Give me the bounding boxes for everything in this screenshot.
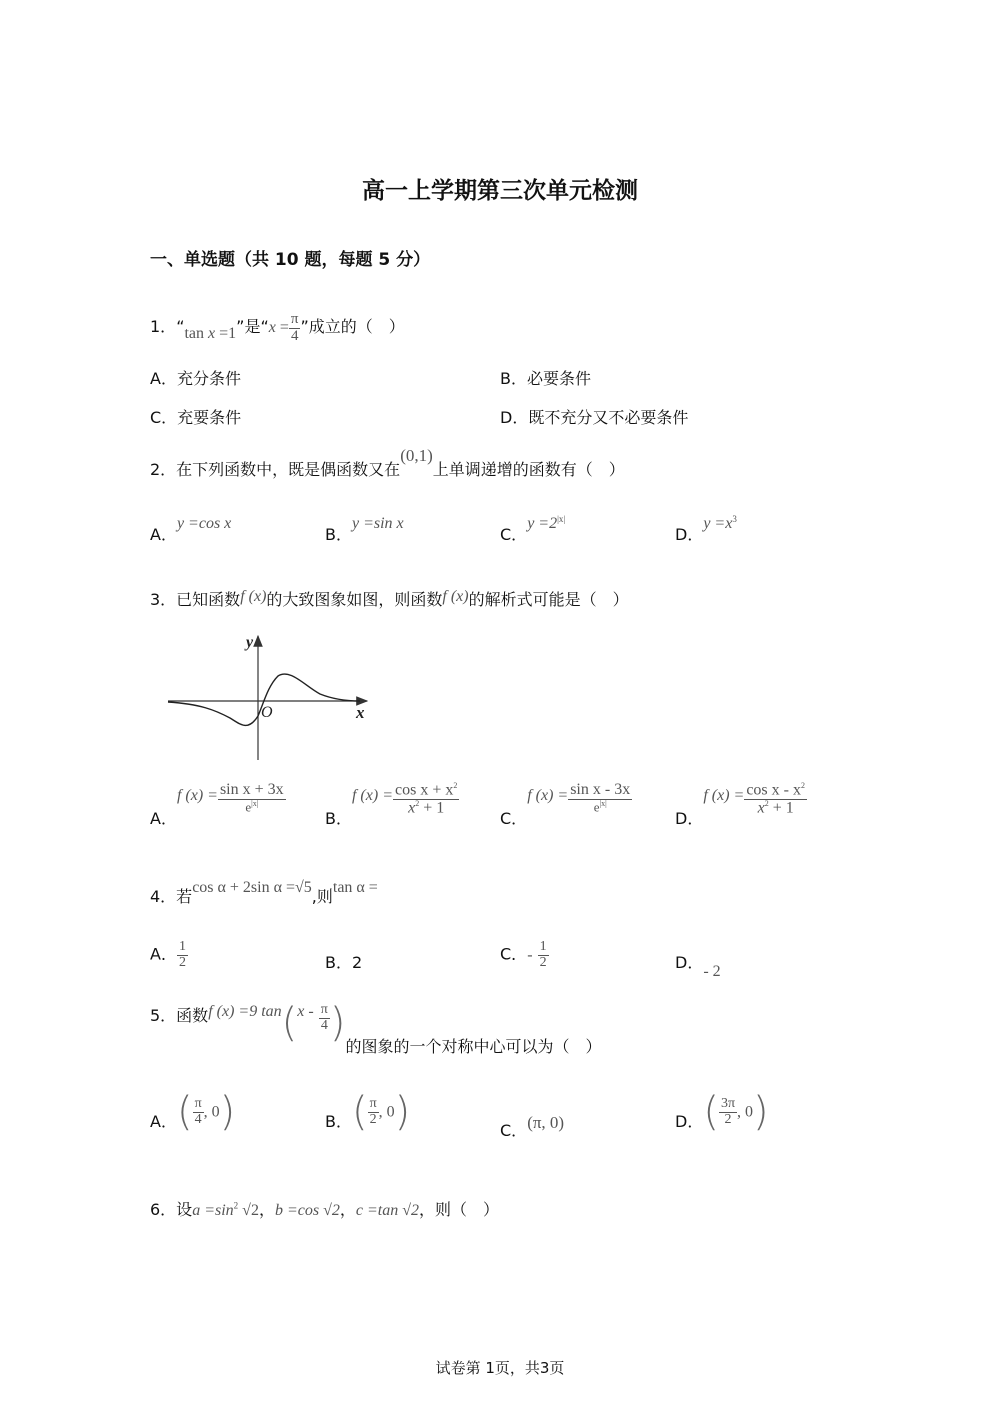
q3-d-num-sup: 2 (800, 781, 805, 790)
question-1 (150, 312, 405, 345)
question-5: 5．函数f (x) =9 tan(x - $\frac{\pi}{4}$ )的图象的一个对称中心可以为（ ） (150, 1000, 602, 1056)
q5-expr-f: f (x) =9 tan (208, 1003, 282, 1020)
q5-expr-x: x - (297, 1003, 314, 1020)
function-graph (160, 628, 375, 768)
q1-pi: π (290, 311, 299, 327)
q4-d-expr: - 2 (703, 963, 721, 980)
q2-d-label: D． (675, 525, 704, 544)
q3-a-den-sup: |x| (251, 798, 259, 808)
q5-d-num: 3π (720, 1095, 736, 1111)
q3-b-den: x (408, 799, 416, 817)
q5-pi: π (320, 1002, 328, 1017)
q5-d-tail: , 0 (737, 1103, 754, 1121)
q6-a-sup: 2 (233, 1200, 239, 1211)
q3-text: 3．已知函数 (150, 590, 241, 609)
q3-mid: 的大致图象如图，则函数 (266, 590, 443, 609)
q5-b-den: 2 (369, 1111, 377, 1127)
q3-tail: 的解析式可能是（ ） (468, 590, 629, 609)
q3-option-d (675, 781, 807, 828)
q3-b-label: B． (325, 809, 352, 828)
q3-c-f: f (x) = (527, 787, 569, 804)
q5-option-b: B．( $\frac{\pi}{2}$ , 0) (325, 1089, 411, 1135)
q4-c-label: C． (500, 944, 528, 964)
question-2 (150, 446, 625, 480)
q4-a-num: 1 (178, 939, 186, 954)
q2-option-c (500, 513, 566, 545)
q5-a-label: A． (150, 1111, 177, 1131)
q3-d-f: f (x) = (703, 787, 745, 804)
q6-text: 6．设 (150, 1200, 193, 1219)
q1-four: 4 (290, 327, 299, 344)
q1-option-c: C．充要条件 (150, 408, 242, 427)
q3-a-num: sin x + 3x (219, 781, 284, 798)
q5-b-label: B． (325, 1111, 352, 1131)
q2-interval: (0,1) (400, 446, 433, 465)
q3-d-den-sup: 2 (764, 799, 769, 809)
q4-option-b: B．2 (325, 953, 363, 972)
q5-a-den: 4 (194, 1111, 202, 1127)
q1-eq1: =1 (215, 324, 237, 342)
q3-f: f (x) (240, 588, 267, 605)
q1-end: ”成立的（ ） (300, 316, 405, 336)
q1-x2: x (268, 318, 276, 336)
q3-c-den: e (593, 799, 600, 815)
q2-a-label: A． (150, 525, 177, 544)
q5-text: 5．函数 (150, 1006, 209, 1025)
graph-origin-label: O (261, 704, 273, 721)
q5-option-c (500, 1110, 565, 1140)
q3-d-den: x (757, 799, 765, 817)
q4-text: 4．若 (150, 887, 193, 906)
q6-sep2: ， (339, 1200, 356, 1219)
q3-d-num: cos x - x (746, 781, 801, 799)
q1-option-d: D．既不充分又不必要条件 (500, 408, 689, 427)
q2-option-d (675, 513, 737, 545)
q4-c-num: 1 (539, 939, 547, 954)
q3-option-a (150, 781, 286, 828)
page-footer: 试卷第 1页，共3页 (435, 1359, 565, 1377)
q4-a-label: A． (150, 944, 177, 964)
q3-a-f: f (x) = (176, 787, 218, 804)
q3-f2: f (x) (442, 588, 469, 605)
q2-option-b (325, 515, 404, 545)
q4-option-c (500, 940, 549, 970)
q3-b-f: f (x) = (351, 787, 393, 804)
q5-b-tail: , 0 (378, 1103, 395, 1121)
q6-b: b =cos √2 (274, 1202, 340, 1219)
q4-expr2: tan α = (332, 879, 378, 896)
q3-d-den-tail: + 1 (768, 799, 794, 817)
q5-c-label: C． (500, 1121, 528, 1140)
q5-four: 4 (320, 1017, 328, 1033)
q3-b-den-sup: 2 (415, 799, 420, 809)
q2-b-expr: y =sin x (351, 515, 404, 532)
q5-d-den: 2 (724, 1111, 732, 1127)
q2-a-expr: y =cos x (176, 515, 232, 532)
q5-c-expr: (π, 0) (527, 1113, 565, 1132)
q1-eq: = (275, 318, 289, 336)
q4-d-label: D． (675, 953, 704, 972)
q5-a-num: π (194, 1095, 202, 1111)
q5-tail: 的图象的一个对称中心可以为（ ） (345, 1037, 602, 1056)
q5-a-tail: , 0 (203, 1103, 220, 1121)
q2-option-a (150, 515, 232, 545)
q3-option-c (500, 781, 632, 828)
q2-d-sup: 3 (732, 513, 737, 524)
q4-option-d (675, 950, 721, 980)
page-title: 高一上学期第三次单元检测 (362, 178, 638, 204)
q2-c-sup: |x| (557, 513, 566, 524)
q3-option-b (325, 781, 459, 828)
q3-b-num-sup: 2 (453, 781, 458, 790)
question-3 (150, 587, 629, 610)
q4-expr: cos α + 2sin α =√5 (192, 879, 312, 896)
graph-y-label: y (246, 634, 254, 651)
q4-option-a (150, 940, 188, 970)
q5-d-label: D． (675, 1111, 704, 1131)
q2-b-label: B． (325, 525, 352, 544)
q6-sep1: ， (258, 1200, 275, 1219)
q5-option-d: D．( $\frac{3\pi}{2}$ , 0) (675, 1089, 769, 1135)
q4-mid: ,则 (311, 887, 333, 906)
q6-tail: ，则（ ） (419, 1200, 500, 1219)
q3-a-label: A． (150, 809, 177, 828)
q2-d-expr: y =x (703, 515, 733, 532)
q3-b-num: cos x + x (394, 781, 454, 799)
q3-a-den: e (245, 799, 252, 815)
q2-text: 2．在下列函数中，既是偶函数又在 (150, 460, 401, 479)
q6-c: c =tan √2 (355, 1202, 419, 1219)
q3-d-label: D． (675, 809, 704, 828)
q2-c-label: C． (500, 525, 528, 544)
q2-tail: 上单调递增的函数有（ ） (432, 460, 625, 479)
q6-a-tail: √2 (238, 1202, 259, 1219)
q1-open-quote: “ (176, 316, 185, 336)
question-6 (150, 1197, 499, 1220)
q1-option-b: B．必要条件 (500, 369, 591, 388)
graph-x-label: x (356, 703, 365, 722)
q3-b-den-tail: + 1 (419, 799, 445, 817)
q3-c-label: C． (500, 809, 528, 828)
q1-x: x (208, 324, 216, 342)
q6-a: a =sin (192, 1202, 234, 1219)
q1-mid: ”是“ (236, 316, 269, 336)
section-heading: 一、单选题（共 10 题，每题 5 分） (150, 250, 431, 270)
q1-tan: tan (184, 324, 209, 342)
q4-c-sign: - (527, 946, 533, 964)
q1-option-a: A．充分条件 (150, 369, 241, 388)
q1-number: 1． (150, 316, 177, 336)
q5-b-num: π (369, 1095, 377, 1111)
q3-c-num: sin x - 3x (570, 781, 631, 798)
q3-c-den-sup: |x| (599, 798, 607, 808)
q4-a-den: 2 (178, 954, 186, 970)
q5-option-a: A．( $\frac{\pi}{4}$ , 0) (150, 1089, 236, 1135)
q4-c-den: 2 (539, 954, 547, 970)
question-4 (150, 879, 378, 907)
q2-c-expr: y =2 (527, 515, 558, 532)
